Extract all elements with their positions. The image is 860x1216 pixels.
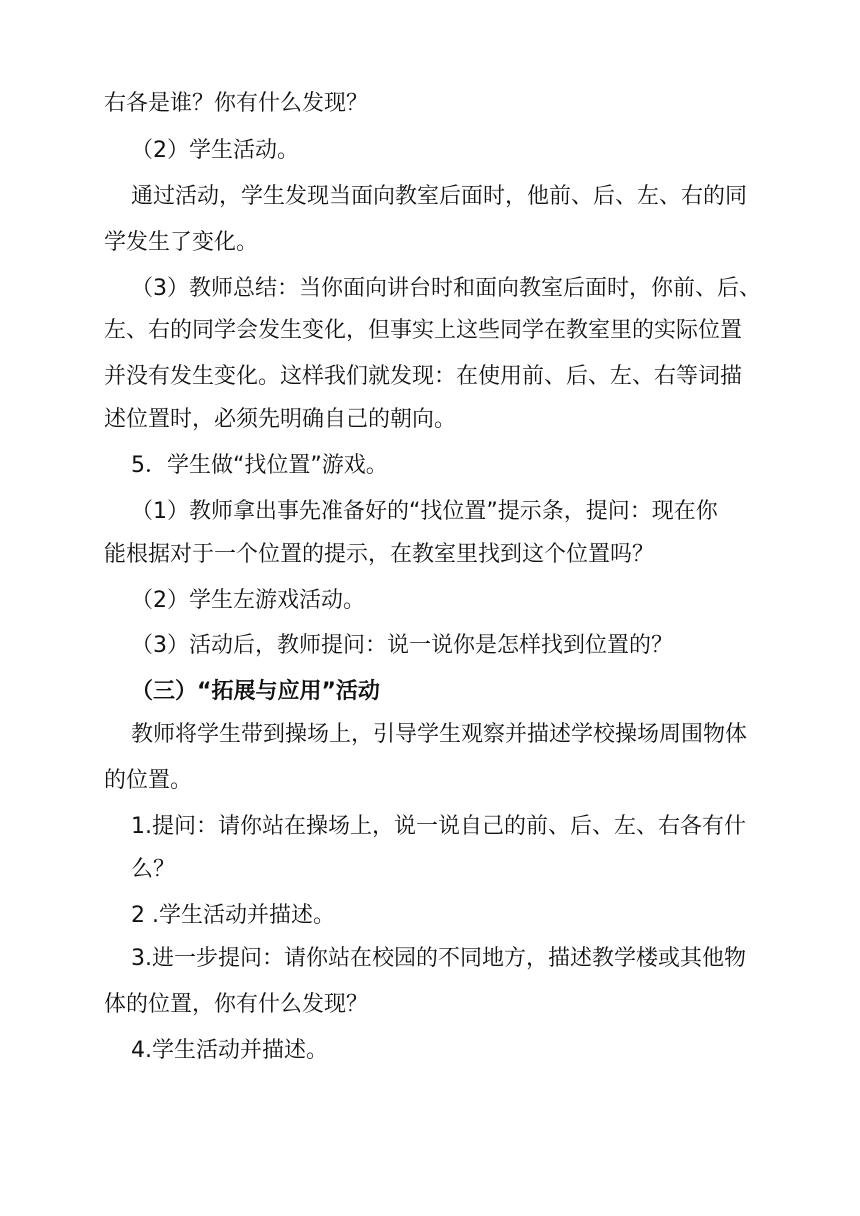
text-line: 体的位置，你有什么发现？ <box>104 992 369 1017</box>
text-line: 5．学生做“找位置”游戏。 <box>131 453 388 478</box>
text-line: （1）教师拿出事先准备好的“找位置”提示条，提问：现在你 <box>131 499 718 524</box>
text-line: 并没有发生变化。这样我们就发现：在使用前、后、左、右等词描 <box>104 364 743 389</box>
text-line: （3）教师总结：当你面向讲台时和面向教室后面时，你前、后、 <box>131 276 761 301</box>
text-line: 述位置时，必须先明确自己的朝向。 <box>104 407 457 432</box>
text-line: 通过活动，学生发现当面向教室后面时，他前、后、左、右的同 <box>131 184 748 209</box>
text-line: 学发生了变化。 <box>104 230 259 255</box>
text-line: 3.进一步提问：请你站在校园的不同地方，描述教学楼或其他物 <box>131 946 746 971</box>
text-line: 1.提问：请你站在操场上，说一说自己的前、后、左、右各有什 <box>131 814 746 839</box>
text-line: 能根据对于一个位置的提示，在教室里找到这个位置吗？ <box>104 542 655 567</box>
text-line: 么？ <box>131 857 176 882</box>
text-line: （3）活动后，教师提问：说一说你是怎样找到位置的？ <box>131 633 673 658</box>
text-line: 2 .学生活动并描述。 <box>131 903 335 928</box>
text-line: 左、右的同学会发生变化，但事实上这些同学在教室里的实际位置 <box>104 318 743 343</box>
section-heading: （三）“拓展与应用”活动 <box>131 679 380 704</box>
text-line: 4.学生活动并描述。 <box>131 1038 328 1063</box>
text-line: 教师将学生带到操场上，引导学生观察并描述学校操场周围物体 <box>131 722 748 747</box>
text-line: （2）学生活动。 <box>131 138 299 163</box>
text-line: 右各是谁？你有什么发现？ <box>104 91 369 116</box>
text-line: 的位置。 <box>104 768 193 793</box>
text-line: （2）学生左游戏活动。 <box>131 588 365 613</box>
